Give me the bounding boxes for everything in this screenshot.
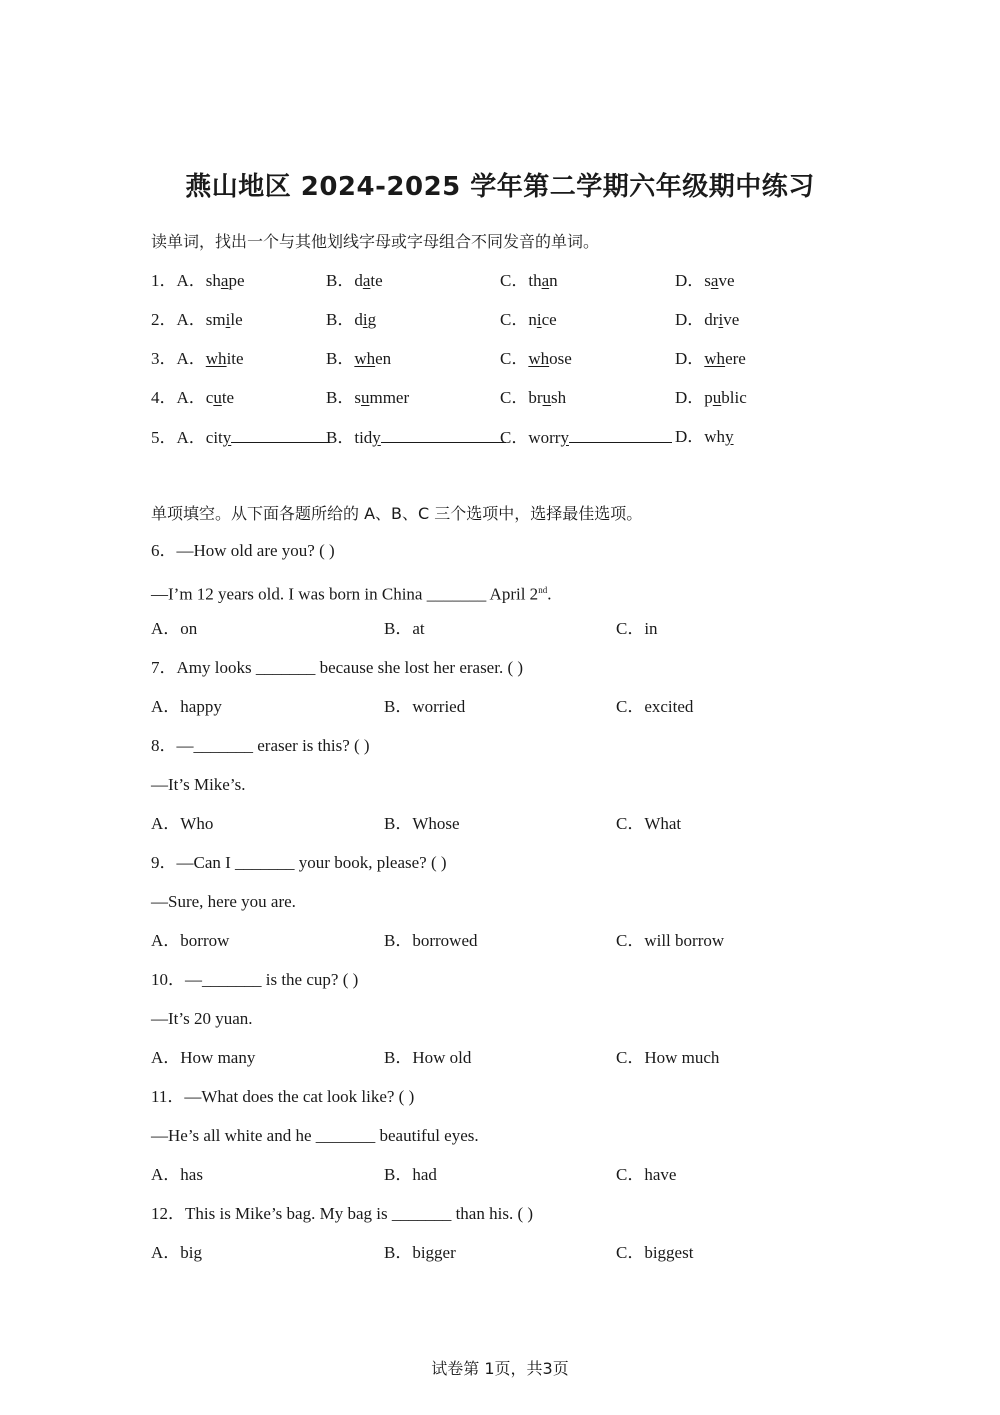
question-10-dialogue: —It’s 20 yuan.	[151, 1009, 253, 1028]
question-5	[151, 426, 851, 448]
q7-option-b: B．worried	[384, 697, 466, 716]
q1-option-b: B．date	[326, 271, 383, 290]
q5-option-c: C．worry	[500, 426, 672, 449]
q8-option-c: C．What	[616, 814, 682, 833]
question-1	[151, 270, 851, 292]
answer-blank	[569, 426, 672, 443]
q11-option-a: A．has	[151, 1165, 203, 1184]
q12-option-a: A．big	[151, 1243, 202, 1262]
q11-option-b: B．had	[384, 1165, 437, 1184]
q10-option-b: B．How old	[384, 1048, 472, 1067]
question-4	[151, 387, 851, 409]
q3-option-b: B．when	[326, 349, 392, 368]
q9-option-a: A．borrow	[151, 931, 230, 950]
q6-option-c: C．in	[616, 619, 658, 638]
q10-option-a: A．How many	[151, 1048, 256, 1067]
question-6-dialogue: —I’m 12 years old. I was born in China _______ April 2nd.	[151, 584, 552, 604]
q4-option-b: B．summer	[326, 388, 410, 407]
question-7-stem: 7．Amy looks _______ because she lost her eraser. ( )	[151, 658, 524, 677]
q6-option-a: A．on	[151, 619, 198, 638]
q6-option-b: B．at	[384, 619, 425, 638]
q1-option-d: D．save	[675, 271, 735, 290]
question-12-options	[151, 1242, 851, 1264]
q11-option-c: C．have	[616, 1165, 677, 1184]
section1-instruction: 读单词，找出一个与其他划线字母或字母组合不同发音的单词。	[151, 232, 600, 251]
page-footer: 试卷第 1页，共3页	[431, 1359, 569, 1378]
q10-option-c: C．How much	[616, 1048, 720, 1067]
question-9-stem: 9．—Can I _______ your book, please? ( )	[151, 853, 447, 872]
q1-option-a: 1．A．shape	[151, 271, 245, 290]
answer-blank	[231, 426, 330, 443]
q2-option-a: 2．A．smile	[151, 310, 243, 329]
question-11-options	[151, 1164, 851, 1186]
question-6-stem: 6．—How old are you? ( )	[151, 541, 335, 560]
q4-option-d: D．public	[675, 388, 747, 407]
question-2	[151, 309, 851, 331]
q9-option-c: C．will borrow	[616, 931, 725, 950]
question-11-stem: 11．—What does the cat look like? ( )	[151, 1087, 415, 1106]
question-8-stem: 8．—_______ eraser is this? ( )	[151, 736, 370, 755]
answer-blank	[381, 426, 506, 443]
q7-option-a: A．happy	[151, 697, 222, 716]
question-9-dialogue: —Sure, here you are.	[151, 892, 296, 911]
page-title: 燕山地区 2024-2025 学年第二学期六年级期中练习	[185, 172, 815, 202]
q2-option-c: C．nice	[500, 310, 557, 329]
q4-option-c: C．brush	[500, 388, 567, 407]
q4-option-a: 4．A．cute	[151, 388, 235, 407]
q8-option-b: B．Whose	[384, 814, 460, 833]
question-3	[151, 348, 851, 370]
question-8-dialogue: —It’s Mike’s.	[151, 775, 246, 794]
question-8-options	[151, 813, 851, 835]
q12-option-c: C．biggest	[616, 1243, 694, 1262]
q7-option-c: C．excited	[616, 697, 694, 716]
q9-option-b: B．borrowed	[384, 931, 478, 950]
question-12-stem: 12．This is Mike’s bag. My bag is _______ than his. ( )	[151, 1204, 534, 1223]
q12-option-b: B．bigger	[384, 1243, 456, 1262]
question-7-options	[151, 696, 851, 718]
question-6-options	[151, 618, 851, 640]
q5-option-b: B．tidy	[326, 426, 506, 449]
section2-instruction: 单项填空。从下面各题所给的 A、B、C 三个选项中，选择最佳选项。	[151, 504, 643, 523]
q2-option-d: D．drive	[675, 310, 740, 329]
q2-option-b: B．dig	[326, 310, 377, 329]
q3-option-d: D．where	[675, 349, 746, 368]
q3-option-a: 3．A．white	[151, 349, 244, 368]
question-10-stem: 10．—_______ is the cup? ( )	[151, 970, 359, 989]
question-9-options	[151, 930, 851, 952]
q1-option-c: C．than	[500, 271, 558, 290]
q8-option-a: A．Who	[151, 814, 214, 833]
q5-option-a: 5．A．city	[151, 426, 330, 449]
question-11-dialogue: —He’s all white and he _______ beautiful eyes.	[151, 1126, 479, 1145]
q5-option-d: D．why	[675, 427, 734, 446]
q3-option-c: C．whose	[500, 349, 572, 368]
question-10-options	[151, 1047, 851, 1069]
